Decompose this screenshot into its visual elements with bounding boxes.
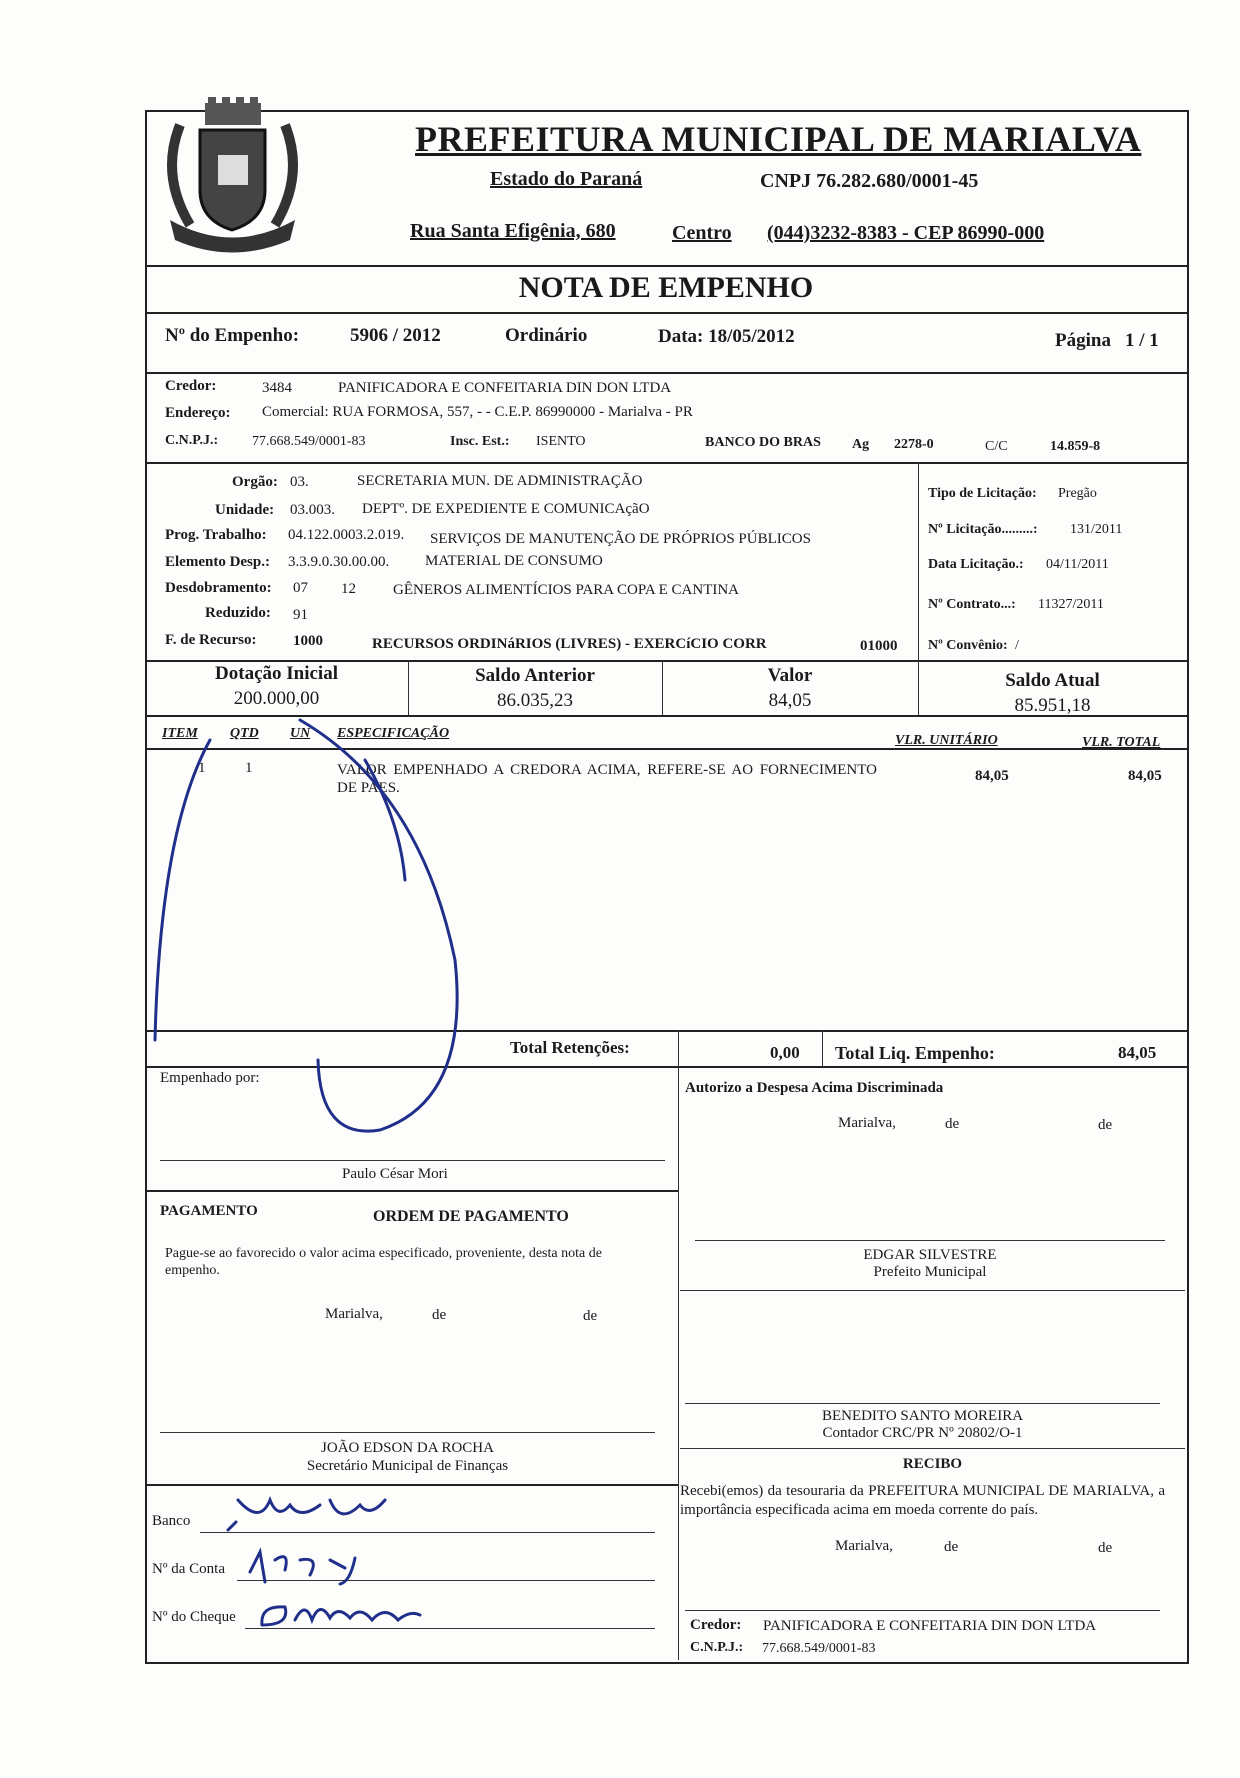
orgao-code: 03. [290, 474, 309, 490]
convenio-label: Nº Convênio: [928, 638, 1008, 653]
page-title: PREFEITURA MUNICIPAL DE MARIALVA [415, 119, 1142, 159]
desdobramento-desc: GÊNEROS ALIMENTÍCIOS PARA COPA E CANTINA [393, 582, 740, 598]
banco-label: Banco [152, 1513, 191, 1529]
saldo-anterior-value: 86.035,23 [497, 690, 573, 711]
agency-label: Ag [852, 437, 870, 452]
reduzido-label: Reduzido: [205, 605, 271, 621]
empenho-number-label: Nº do Empenho: [165, 325, 300, 346]
elemento-desc: MATERIAL DE CONSUMO [425, 553, 603, 569]
saldo-anterior-label: Saldo Anterior [475, 665, 595, 686]
insc-label: Insc. Est.: [450, 434, 510, 449]
col-unit: VLR. UNITÁRIO [895, 733, 998, 748]
contador-role: Contador CRC/PR Nº 20802/O-1 [822, 1425, 1023, 1441]
account-number: 14.859-8 [1050, 439, 1101, 454]
desdobramento-code2: 12 [341, 581, 356, 597]
address-district: Centro [672, 222, 732, 244]
saldo-atual-value: 85.951,18 [1014, 695, 1091, 716]
item-total: 84,05 [1128, 768, 1162, 784]
agency-number: 2278-0 [894, 437, 934, 452]
contador-name: BENEDITO SANTO MOREIRA [821, 1408, 1024, 1424]
col-item: ITEM [162, 726, 198, 741]
fonte-code2: 01000 [860, 638, 898, 654]
orgao-label: Orgão: [232, 474, 278, 490]
autorizo-de1: de [945, 1116, 960, 1132]
address-label: Endereço: [165, 405, 231, 421]
item-unit-price: 84,05 [975, 768, 1009, 784]
col-spec: ESPECIFICAÇÃO [337, 726, 450, 741]
recibo-credor: PANIFICADORA E CONFEITARIA DIN DON LTDA [763, 1618, 1097, 1634]
page-label: Página [1055, 330, 1111, 351]
cnpj-label: C.N.P.J.: [165, 433, 219, 448]
item-number: 1 [198, 760, 206, 776]
fonte-label: F. de Recurso: [165, 632, 257, 648]
pagamento-text: Pague-se ao favorecido o valor acima especificado, proveniente, desta nota de empenho. [165, 1246, 602, 1278]
recibo-text: Recebi(emos) da tesouraria da PREFEITURA MUNICIPAL DE MARIALVA, a importância especificada acima em moeda corrente do país. [680, 1483, 1165, 1518]
recibo-cnpj-label: C.N.P.J.: [690, 1640, 744, 1655]
prefeito-name: EDGAR SILVESTRE [863, 1247, 997, 1263]
elemento-label: Elemento Desp.: [165, 554, 270, 570]
fonte-code: 1000 [293, 633, 323, 649]
pagamento-place: Marialva, [325, 1306, 383, 1322]
credor-address: Comercial: RUA FORMOSA, 557, - - C.E.P. 86990000 - Marialva - PR [262, 404, 693, 420]
liquido-label: Total Liq. Empenho: [835, 1043, 995, 1063]
recibo-de1: de [944, 1539, 959, 1555]
recibo-de2: de [1098, 1540, 1113, 1556]
account-label: C/C [985, 439, 1008, 454]
item-spec: VALOR EMPENHADO A CREDORA ACIMA, REFERE-SE AO FORNECIMENTO DE PAES. [337, 762, 877, 796]
unidade-desc: DEPTº. DE EXPEDIENTE E COMUNICAçãO [362, 501, 650, 517]
autorizo-place: Marialva, [838, 1115, 896, 1131]
empenho-date: Data: 18/05/2012 [658, 326, 795, 347]
valor-label: Valor [767, 665, 813, 686]
autorizo-de2: de [1098, 1117, 1113, 1133]
ordem-pagamento-label: ORDEM DE PAGAMENTO [373, 1208, 569, 1225]
convenio-value: / [1015, 638, 1019, 653]
empenhado-label: Empenhado por: [160, 1070, 260, 1086]
retencoes-label: Total Retenções: [510, 1038, 630, 1057]
retencoes-value: 0,00 [770, 1043, 800, 1062]
dotacao-label: Dotação Inicial [215, 663, 338, 684]
unidade-code: 03.003. [290, 502, 335, 518]
item-qty: 1 [245, 760, 253, 776]
pagamento-label: PAGAMENTO [160, 1203, 258, 1219]
conta-label: Nº da Conta [152, 1561, 225, 1577]
credor-label: Credor: [165, 378, 217, 394]
prog-desc: SERVIÇOS DE MANUTENÇÃO DE PRÓPRIOS PÚBLICOS [430, 531, 811, 547]
recibo-credor-label: Credor: [690, 1617, 742, 1633]
licitacao-number-label: Nº Licitação.........: [928, 522, 1038, 537]
bank-name: BANCO DO BRAS [705, 435, 821, 450]
licitacao-date: 04/11/2011 [1046, 557, 1109, 572]
pagamento-de1: de [432, 1307, 447, 1323]
prefeitura-cnpj: CNPJ 76.282.680/0001-45 [760, 170, 979, 192]
reduzido-code: 91 [293, 607, 308, 623]
address-street: Rua Santa Efigênia, 680 [410, 220, 616, 242]
contrato-number: 11327/2011 [1038, 597, 1104, 612]
dotacao-value: 200.000,00 [233, 688, 320, 709]
fonte-desc: RECURSOS ORDINáRIOS (LIVRES) - EXERCíCIO CORR [372, 636, 767, 652]
recibo-title: RECIBO [902, 1456, 963, 1472]
autorizo-text: Autorizo a Despesa Acima Discriminada [685, 1080, 944, 1096]
unidade-label: Unidade: [215, 502, 275, 518]
prog-label: Prog. Trabalho: [165, 527, 267, 543]
insc-value: ISENTO [536, 434, 586, 449]
cheque-label: Nº do Cheque [152, 1609, 236, 1625]
tipo-licitacao-label: Tipo de Licitação: [928, 486, 1037, 501]
licitacao-date-label: Data Licitação.: [928, 557, 1024, 572]
address-phone-cep: (044)3232-8383 - CEP 86990-000 [767, 222, 1045, 244]
empenho-number: 5906 / 2012 [350, 325, 441, 346]
prog-code: 04.122.0003.2.019. [288, 527, 405, 543]
col-total: VLR. TOTAL [1082, 735, 1161, 750]
valor-value: 84,05 [768, 690, 812, 711]
state-label: Estado do Paraná [490, 168, 643, 190]
pagamento-de2: de [583, 1308, 598, 1324]
col-un: UN [290, 726, 311, 741]
saldo-atual-label: Saldo Atual [1005, 670, 1100, 691]
licitacao-number: 131/2011 [1070, 522, 1123, 537]
document-title: NOTA DE EMPENHO [518, 271, 814, 304]
credor-cnpj: 77.668.549/0001-83 [252, 434, 366, 449]
desdobramento-code1: 07 [293, 580, 308, 596]
empenhado-name: Paulo César Mori [342, 1166, 448, 1182]
tipo-licitacao: Pregão [1058, 486, 1097, 501]
recibo-cnpj: 77.668.549/0001-83 [762, 1641, 876, 1656]
col-qtd: QTD [230, 726, 259, 741]
empenho-type: Ordinário [505, 325, 588, 346]
recibo-place: Marialva, [835, 1538, 893, 1554]
secretario-name: JOÃO EDSON DA ROCHA [321, 1440, 494, 1456]
page-number: 1 / 1 [1125, 330, 1159, 351]
desdobramento-label: Desdobramento: [165, 580, 272, 596]
liquido-value: 84,05 [1118, 1043, 1157, 1062]
prefeito-role: Prefeito Municipal [873, 1264, 987, 1280]
secretario-role: Secretário Municipal de Finanças [306, 1458, 509, 1474]
elemento-code: 3.3.9.0.30.00.00. [288, 554, 390, 570]
contrato-label: Nº Contrato...: [928, 597, 1016, 612]
credor-code: 3484 [262, 380, 292, 396]
credor-name: PANIFICADORA E CONFEITARIA DIN DON LTDA [338, 380, 672, 396]
orgao-desc: SECRETARIA MUN. DE ADMINISTRAÇÃO [357, 473, 643, 489]
